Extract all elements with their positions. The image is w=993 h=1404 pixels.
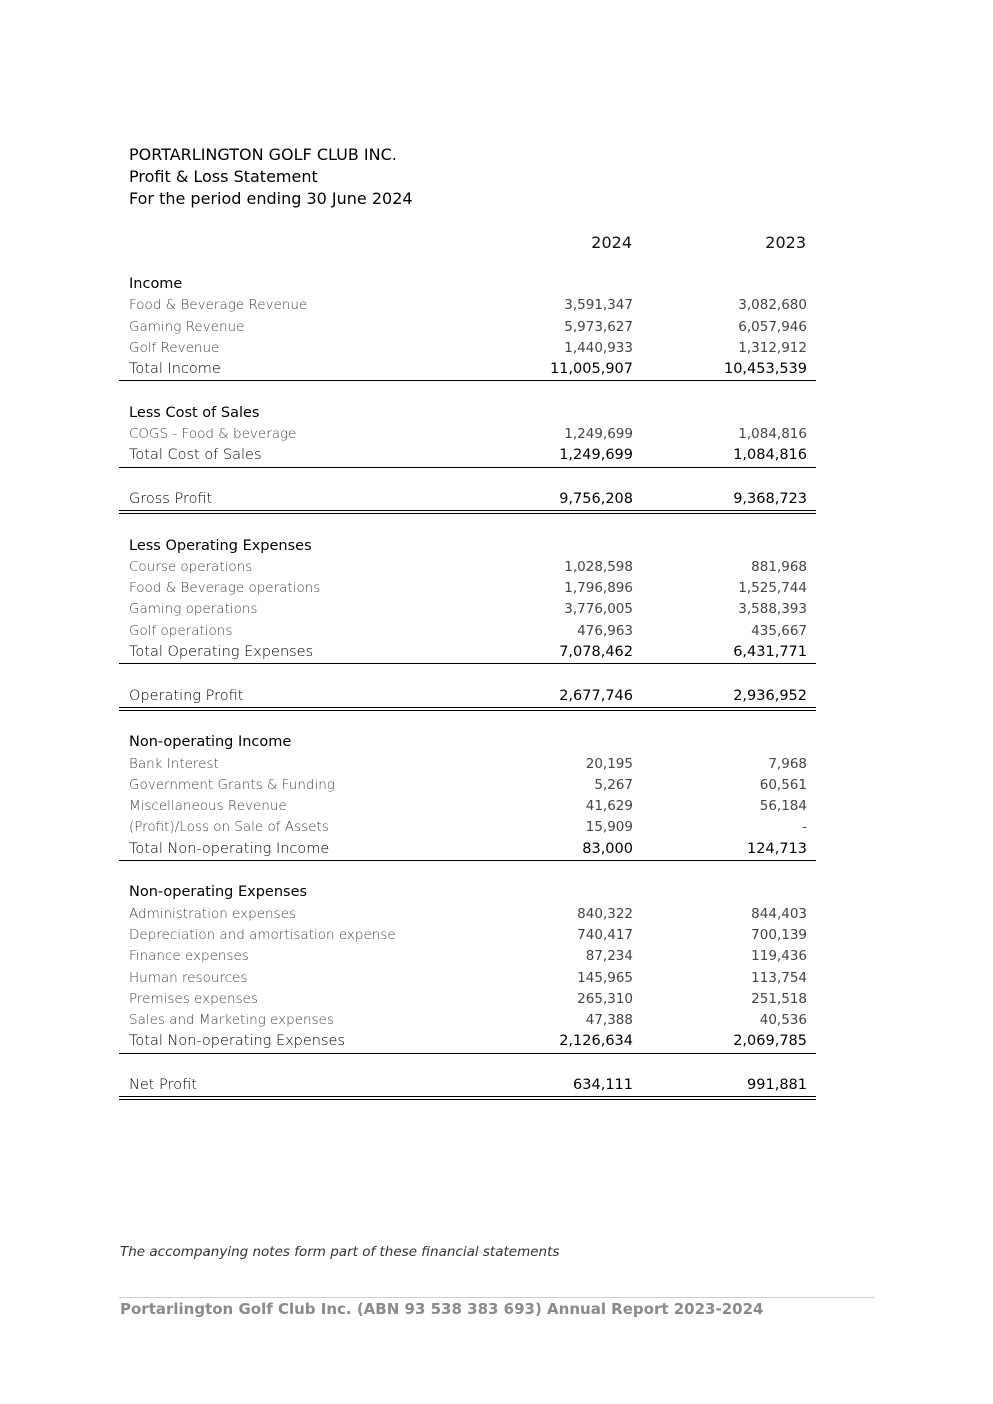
value-2023: - [802,819,807,836]
table-row [119,796,816,817]
value-2023: 881,968 [751,558,807,575]
value-2024: 5,973,627 [564,318,633,335]
operating-expenses-heading-row [119,536,816,557]
value-2024: 15,909 [585,819,633,836]
value-2023: 1,084,816 [733,447,807,464]
org-name: PORTARLINGTON GOLF CLUB INC. [129,145,397,164]
value-2024: 83,000 [582,840,633,857]
statement-title: Profit & Loss Statement [129,167,318,186]
spacer [119,381,816,402]
table-row [119,754,816,775]
cost-of-sales-heading-row [119,403,816,424]
value-2023: 3,082,680 [738,297,807,314]
value-2024: 1,249,699 [564,426,633,443]
row-label: Sales and Marketing expenses [129,1012,334,1029]
value-2023: 9,368,723 [733,490,807,507]
value-2023: 10,453,539 [723,361,807,378]
value-2023: 435,667 [751,622,807,639]
row-label: Total Income [129,361,221,378]
value-2023: 124,713 [747,840,807,857]
row-label: Food & Beverage Revenue [129,297,308,314]
value-2024: 47,388 [585,1012,633,1029]
value-2023: 6,057,946 [738,318,807,335]
value-2023: 6,431,771 [733,644,807,661]
row-label: Total Operating Expenses [129,644,314,661]
row-label: Net Profit [129,1076,197,1093]
footer-divider [119,1297,875,1298]
section-heading: Less Cost of Sales [129,404,260,421]
value-2023: 40,536 [759,1012,807,1029]
value-2023: 56,184 [759,798,807,815]
total-non-operating-income-row [119,839,816,861]
total-non-operating-expenses-row [119,1031,816,1053]
row-label: Golf operations [129,622,233,639]
section-heading: Less Operating Expenses [129,537,312,554]
spacer [119,1054,816,1075]
spacer [119,514,816,535]
row-label: Course operations [129,558,253,575]
column-header-2024: 2024 [591,233,632,252]
value-2024: 87,234 [585,948,633,965]
table-row [119,925,816,946]
value-2024: 145,965 [577,969,633,986]
value-2023: 60,561 [759,776,807,793]
row-label: Food & Beverage operations [129,580,321,597]
value-2023: 844,403 [751,905,807,922]
table-row [119,775,816,796]
value-2024: 3,776,005 [564,601,633,618]
statement-header [129,144,413,210]
table-row [119,621,816,642]
row-label: Government Grants & Funding [129,776,335,793]
spacer [119,664,816,685]
value-2024: 1,440,933 [564,339,633,356]
value-2024: 265,310 [577,990,633,1007]
value-2023: 3,588,393 [738,601,807,618]
total-cost-of-sales-row [119,445,816,467]
table-row [119,1010,816,1031]
row-label: Premises expenses [129,990,258,1007]
table-row [119,968,816,989]
value-2023: 2,069,785 [733,1033,807,1050]
table-row [119,424,816,445]
row-label: (Profit)/Loss on Sale of Assets [129,819,329,836]
row-label: Total Cost of Sales [129,447,262,464]
value-2023: 1,084,816 [738,426,807,443]
value-2023: 991,881 [747,1076,807,1093]
spacer [119,861,816,882]
table-row [119,317,816,338]
row-label: Bank Interest [129,755,219,772]
table-row [119,578,816,599]
footnote: The accompanying notes form part of these financial statements [120,1244,560,1260]
value-2024: 740,417 [577,926,633,943]
value-2023: 251,518 [751,990,807,1007]
total-operating-expenses-row [119,642,816,664]
value-2023: 113,754 [751,969,807,986]
table-row [119,338,816,359]
table-row [119,557,816,578]
value-2023: 700,139 [751,926,807,943]
row-label: Gaming Revenue [129,318,245,335]
value-2024: 9,756,208 [559,490,633,507]
value-2024: 634,111 [573,1076,633,1093]
income-heading-row [119,274,816,295]
value-2023: 7,968 [768,755,807,772]
row-label: Golf Revenue [129,339,220,356]
value-2023: 1,312,912 [738,339,807,356]
section-heading: Non-operating Income [129,734,292,751]
row-label: Human resources [129,969,248,986]
value-2024: 1,028,598 [564,558,633,575]
row-label: Gaming operations [129,601,258,618]
table-row [119,904,816,925]
row-label: Gross Profit [129,490,213,507]
page-footer: Portarlington Golf Club Inc. (ABN 93 538 383 693) Annual Report 2023-2024 [120,1300,764,1318]
row-label: COGS - Food & beverage [129,426,297,443]
value-2024: 5,267 [594,776,633,793]
operating-profit-row [119,686,816,711]
value-2023: 2,936,952 [733,687,807,704]
non-operating-expenses-heading-row [119,882,816,903]
row-label: Operating Profit [129,687,244,704]
value-2024: 2,126,634 [559,1033,633,1050]
value-2024: 840,322 [577,905,633,922]
table-row [119,599,816,620]
non-operating-income-heading-row [119,732,816,753]
statement-period: For the period ending 30 June 2024 [129,189,413,208]
value-2024: 11,005,907 [549,361,633,378]
value-2024: 1,249,699 [559,447,633,464]
value-2024: 2,677,746 [559,687,633,704]
section-heading: Income [129,276,183,292]
section-heading: Non-operating Expenses [129,884,308,901]
value-2024: 3,591,347 [564,297,633,314]
row-label: Depreciation and amortisation expense [129,926,396,943]
table-row [119,817,816,838]
table-row [119,989,816,1010]
value-2023: 119,436 [751,948,807,965]
spacer [119,468,816,489]
table-row [119,946,816,967]
column-header-2023: 2023 [765,233,806,252]
row-label: Miscellaneous Revenue [129,798,287,815]
value-2024: 41,629 [585,798,633,815]
gross-profit-row [119,489,816,514]
net-profit-row [119,1075,816,1100]
value-2024: 1,796,896 [564,580,633,597]
total-income-row [119,359,816,381]
value-2024: 7,078,462 [559,644,633,661]
value-2023: 1,525,744 [738,580,807,597]
row-label: Finance expenses [129,948,249,965]
value-2024: 476,963 [577,622,633,639]
row-label: Total Non-operating Expenses [129,1033,346,1050]
row-label: Administration expenses [129,905,296,922]
profit-loss-table [119,274,816,1100]
spacer [119,711,816,732]
row-label: Total Non-operating Income [129,840,330,857]
table-row [119,295,816,316]
value-2024: 20,195 [585,755,633,772]
